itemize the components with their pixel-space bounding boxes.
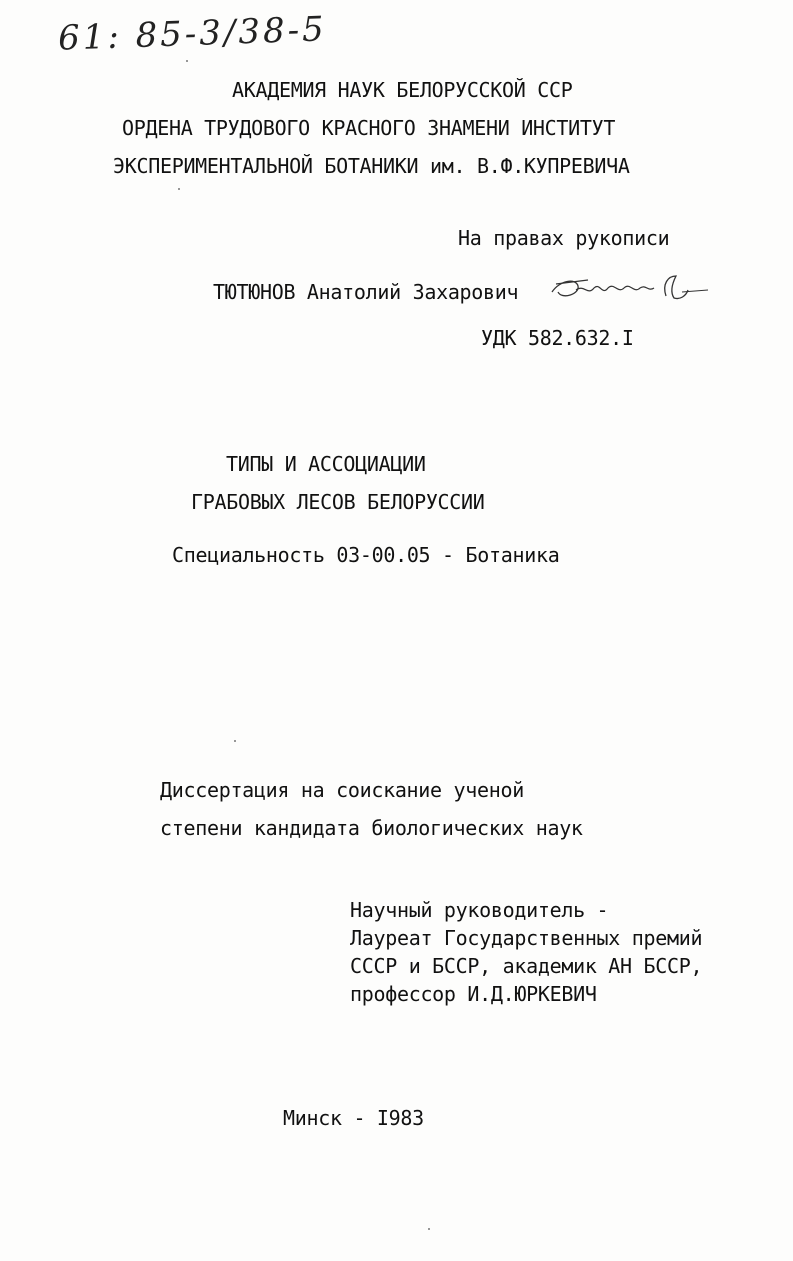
specialty: Специальность 03-00.05 - Ботаника: [172, 543, 560, 567]
supervisor-line-4: профессор И.Д.ЮРКЕВИЧ: [350, 982, 597, 1006]
author-name: ТЮТЮНОВ Анатолий Захарович: [213, 280, 519, 304]
udc-code: УДК 582.632.I: [481, 326, 634, 350]
supervisor-line-2: Лауреат Государственных премий: [350, 926, 703, 950]
dissertation-line-2: степени кандидата биологических наук: [160, 816, 583, 840]
institute-order: ОРДЕНА ТРУДОВОГО КРАСНОГО ЗНАМЕНИ ИНСТИТУТ: [122, 116, 616, 140]
paper-speck: [234, 740, 236, 742]
signature: [548, 270, 713, 310]
academy-name: АКАДЕМИЯ НАУК БЕЛОРУССКОЙ ССР: [232, 78, 573, 102]
supervisor-line-3: СССР и БССР, академик АН БССР,: [350, 954, 703, 978]
paper-speck: [186, 60, 188, 62]
place-year: Минск - I983: [283, 1106, 424, 1130]
manuscript-note: На правах рукописи: [458, 226, 670, 250]
paper-speck: [178, 188, 180, 190]
title-line-1: ТИПЫ И АССОЦИАЦИИ: [226, 452, 426, 476]
title-line-2: ГРАБОВЫХ ЛЕСОВ БЕЛОРУССИИ: [191, 490, 485, 514]
archive-number: 61: 85-3/38-5: [57, 9, 328, 59]
dissertation-line-1: Диссертация на соискание ученой: [160, 778, 524, 802]
supervisor-line-1: Научный руководитель -: [350, 898, 609, 922]
paper-speck: [428, 1228, 430, 1230]
institute-name: ЭКСПЕРИМЕНТАЛЬНОЙ БОТАНИКИ им. В.Ф.КУПРЕВИЧА: [113, 154, 630, 178]
